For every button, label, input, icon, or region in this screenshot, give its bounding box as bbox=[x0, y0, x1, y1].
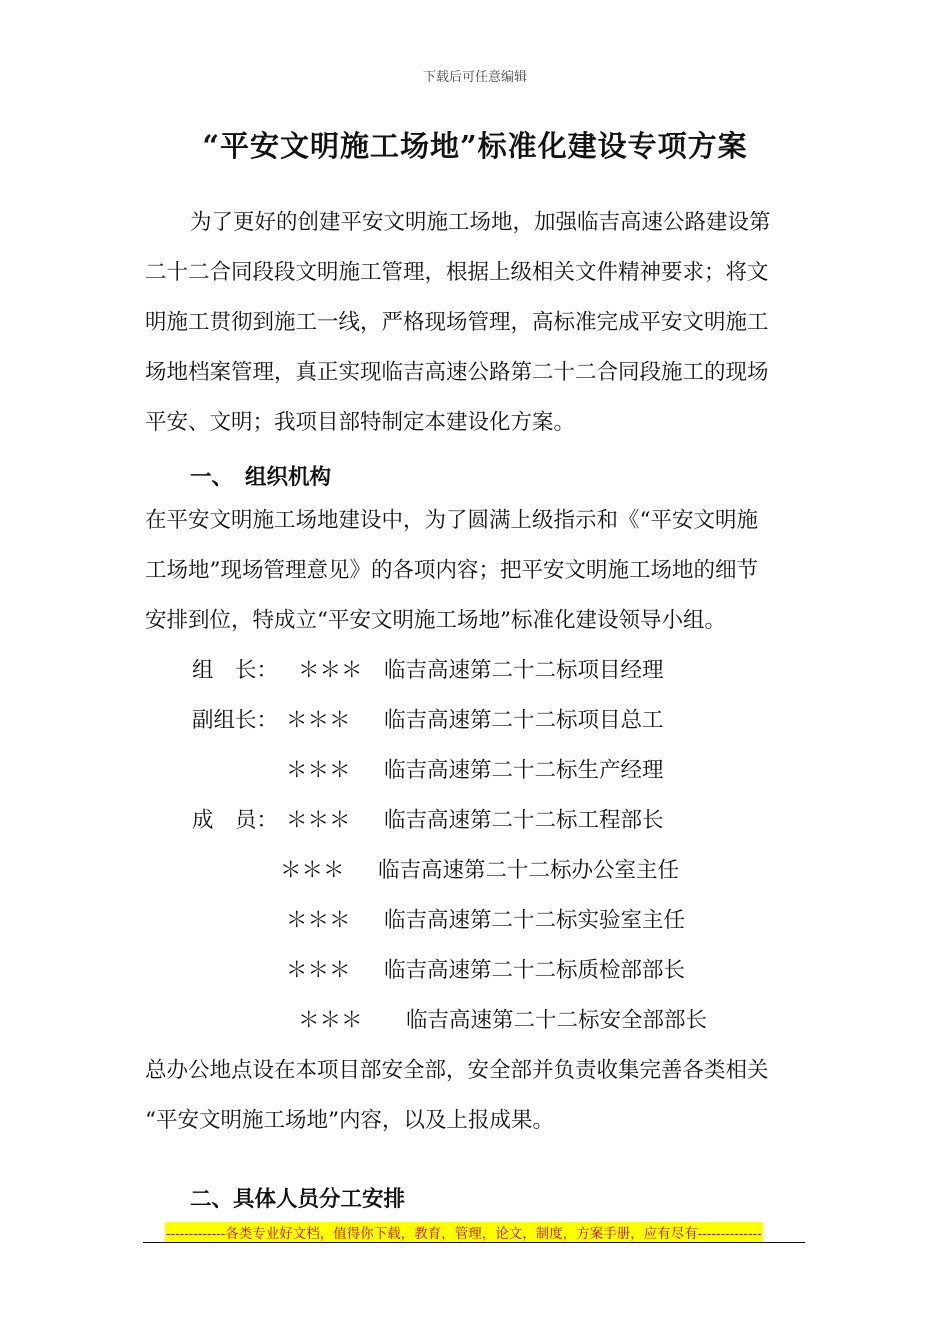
member-name: ＊＊＊ bbox=[280, 858, 345, 883]
section1-title: 组织机构 bbox=[245, 465, 332, 490]
section2-title: 二、具体人员分工安排 bbox=[190, 1187, 406, 1212]
member-position: 临吉高速第二十二标实验室主任 bbox=[384, 908, 686, 933]
member-name: ＊＊＊ bbox=[286, 708, 351, 733]
member-position: 临吉高速第二十二标工程部长 bbox=[384, 808, 664, 833]
section1-line-1: 在平安文明施工场地建设中，为了圆满上级指示和《“平安文明施 bbox=[145, 508, 758, 533]
footer-divider bbox=[143, 1242, 805, 1243]
intro-line-1: 为了更好的创建平安文明施工场地，加强临吉高速公路建设第 bbox=[190, 210, 771, 235]
member-position: 临吉高速第二十二标项目经理 bbox=[384, 658, 664, 683]
header-note: 下载后可任意编辑 bbox=[422, 70, 527, 85]
member-name: ＊＊＊ bbox=[286, 758, 351, 783]
member-role: 成 员： bbox=[192, 808, 279, 833]
closing-line-1: 总办公地点设在本项目部安全部，安全部并负责收集完善各类相关 bbox=[145, 1058, 769, 1083]
member-name: ＊＊＊ bbox=[298, 658, 363, 683]
member-position: 临吉高速第二十二标质检部部长 bbox=[384, 958, 686, 983]
member-role: 组 长： bbox=[192, 658, 279, 683]
member-name: ＊＊＊ bbox=[286, 808, 351, 833]
member-name: ＊＊＊ bbox=[286, 908, 351, 933]
member-position: 临吉高速第二十二标安全部部长 bbox=[406, 1008, 708, 1033]
section1-line-2: 工场地”现场管理意见》的各项内容；把平安文明施工场地的细节 bbox=[145, 558, 758, 583]
section1-number: 一、 bbox=[190, 465, 234, 490]
member-position: 临吉高速第二十二标办公室主任 bbox=[378, 858, 680, 883]
member-position: 临吉高速第二十二标生产经理 bbox=[384, 758, 664, 783]
section1-line-3: 安排到位，特成立“平安文明施工场地”标准化建设领导小组。 bbox=[145, 608, 726, 633]
member-position: 临吉高速第二十二标项目总工 bbox=[384, 708, 664, 733]
document-title: “平安文明施工场地”标准化建设专项方案 bbox=[202, 129, 748, 163]
closing-line-2: “平安文明施工场地”内容，以及上报成果。 bbox=[145, 1108, 554, 1133]
intro-line-3: 明施工贯彻到施工一线，严格现场管理，高标准完成平安文明施工 bbox=[145, 310, 769, 335]
intro-line-5: 平安、文明；我项目部特制定本建设化方案。 bbox=[145, 410, 576, 435]
member-name: ＊＊＊ bbox=[298, 1008, 363, 1033]
member-role: 副组长： bbox=[192, 708, 279, 733]
footer-banner: -------------各类专业好文档，值得你下载，教育，管理，论文，制度，方案手册，应有尽有-------------- bbox=[165, 1222, 763, 1242]
intro-line-2: 二十二合同段段文明施工管理，根据上级相关文件精神要求；将文 bbox=[145, 260, 769, 285]
member-name: ＊＊＊ bbox=[286, 958, 351, 983]
intro-line-4: 场地档案管理，真正实现临吉高速公路第二十二合同段施工的现场 bbox=[145, 360, 769, 385]
